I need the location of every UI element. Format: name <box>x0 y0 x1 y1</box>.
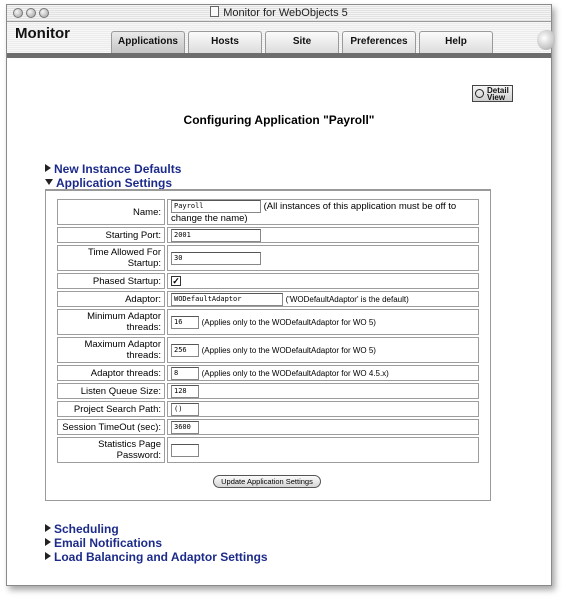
update-application-settings-button[interactable]: Update Application Settings <box>213 475 321 488</box>
table-row <box>57 383 479 399</box>
section-new-instance-defaults[interactable]: New Instance Defaults <box>45 162 181 176</box>
page-title: Configuring Application "Payroll" <box>183 113 375 127</box>
name-label: Name: <box>57 199 165 225</box>
section-application-settings[interactable]: Application Settings <box>45 176 172 190</box>
listen-queue-label: Listen Queue Size: <box>57 383 165 399</box>
table-row <box>57 337 479 363</box>
session-timeout-field[interactable]: 3600 <box>171 421 199 434</box>
tab-site[interactable]: Site <box>265 31 339 53</box>
min-threads-note: (Applies only to the WODefaultAdaptor for WO 5) <box>201 317 376 327</box>
adaptor-threads-note: (Applies only to the WODefaultAdaptor for WO 4.5.x) <box>201 368 389 378</box>
max-threads-note: (Applies only to the WODefaultAdaptor for WO 5) <box>201 345 376 355</box>
table-row <box>57 291 479 307</box>
section-scheduling[interactable]: Scheduling <box>45 522 119 536</box>
tab-applications[interactable]: Applications <box>111 31 185 53</box>
title-bar <box>7 5 551 22</box>
disclosure-triangle-right-icon <box>45 524 51 532</box>
search-path-field[interactable]: () <box>171 403 199 416</box>
max-threads-label: Maximum Adaptor threads: <box>57 337 165 363</box>
app-name: Monitor <box>15 25 70 42</box>
search-path-label: Project Search Path: <box>57 401 165 417</box>
tab-help[interactable]: Help <box>419 31 493 53</box>
table-row <box>57 401 479 417</box>
min-threads-field[interactable]: 16 <box>171 316 199 329</box>
tab-hosts[interactable]: Hosts <box>188 31 262 53</box>
session-timeout-label: Session TimeOut (sec): <box>57 419 165 435</box>
table-row <box>57 199 479 225</box>
tab-preferences[interactable]: Preferences <box>342 31 416 53</box>
adaptor-field[interactable]: WODefaultAdaptor <box>171 293 283 306</box>
table-row <box>57 365 479 381</box>
disclosure-triangle-right-icon <box>45 552 51 560</box>
window-title: Monitor for WebObjects 5 <box>223 7 348 19</box>
settings-table <box>55 197 481 465</box>
apple-logo-icon <box>537 30 555 50</box>
time-allowed-field[interactable]: 30 <box>171 252 261 265</box>
adaptor-note: ('WODefaultAdaptor' is the default) <box>285 294 409 304</box>
table-row <box>57 309 479 335</box>
section-email-notifications[interactable]: Email Notifications <box>45 536 162 550</box>
stats-password-label: Statistics Page Password: <box>57 437 165 463</box>
application-settings-panel <box>45 189 491 501</box>
table-row <box>57 419 479 435</box>
table-row <box>57 227 479 243</box>
browser-window <box>6 4 552 586</box>
starting-port-field[interactable]: 2001 <box>171 229 261 242</box>
document-icon <box>210 6 219 17</box>
disclosure-triangle-right-icon <box>45 538 51 546</box>
max-threads-field[interactable]: 256 <box>171 344 199 357</box>
stats-password-field[interactable] <box>171 444 199 457</box>
table-row <box>57 245 479 271</box>
starting-port-label: Starting Port: <box>57 227 165 243</box>
main-content <box>7 58 551 586</box>
magnifier-icon <box>475 89 484 98</box>
adaptor-label: Adaptor: <box>57 291 165 307</box>
name-field[interactable]: Payroll <box>171 200 261 213</box>
time-allowed-label: Time Allowed For Startup: <box>57 245 165 271</box>
tab-bar <box>7 22 551 53</box>
min-threads-label: Minimum Adaptor threads: <box>57 309 165 335</box>
phased-startup-checkbox[interactable]: ✓ <box>172 275 180 286</box>
name-note: (All instances of this application must be off to change the name) <box>171 201 457 224</box>
adaptor-threads-label: Adaptor threads: <box>57 365 165 381</box>
phased-startup-label: Phased Startup: <box>57 273 165 289</box>
listen-queue-field[interactable]: 128 <box>171 385 199 398</box>
section-load-balancing[interactable]: Load Balancing and Adaptor Settings <box>45 550 268 564</box>
disclosure-triangle-down-icon <box>45 179 53 185</box>
disclosure-triangle-right-icon <box>45 164 51 172</box>
detail-view-label: Detail View <box>487 86 509 102</box>
table-row <box>57 437 479 463</box>
adaptor-threads-field[interactable]: 8 <box>171 367 199 380</box>
table-row <box>57 273 479 289</box>
detail-view-button[interactable] <box>472 85 513 102</box>
